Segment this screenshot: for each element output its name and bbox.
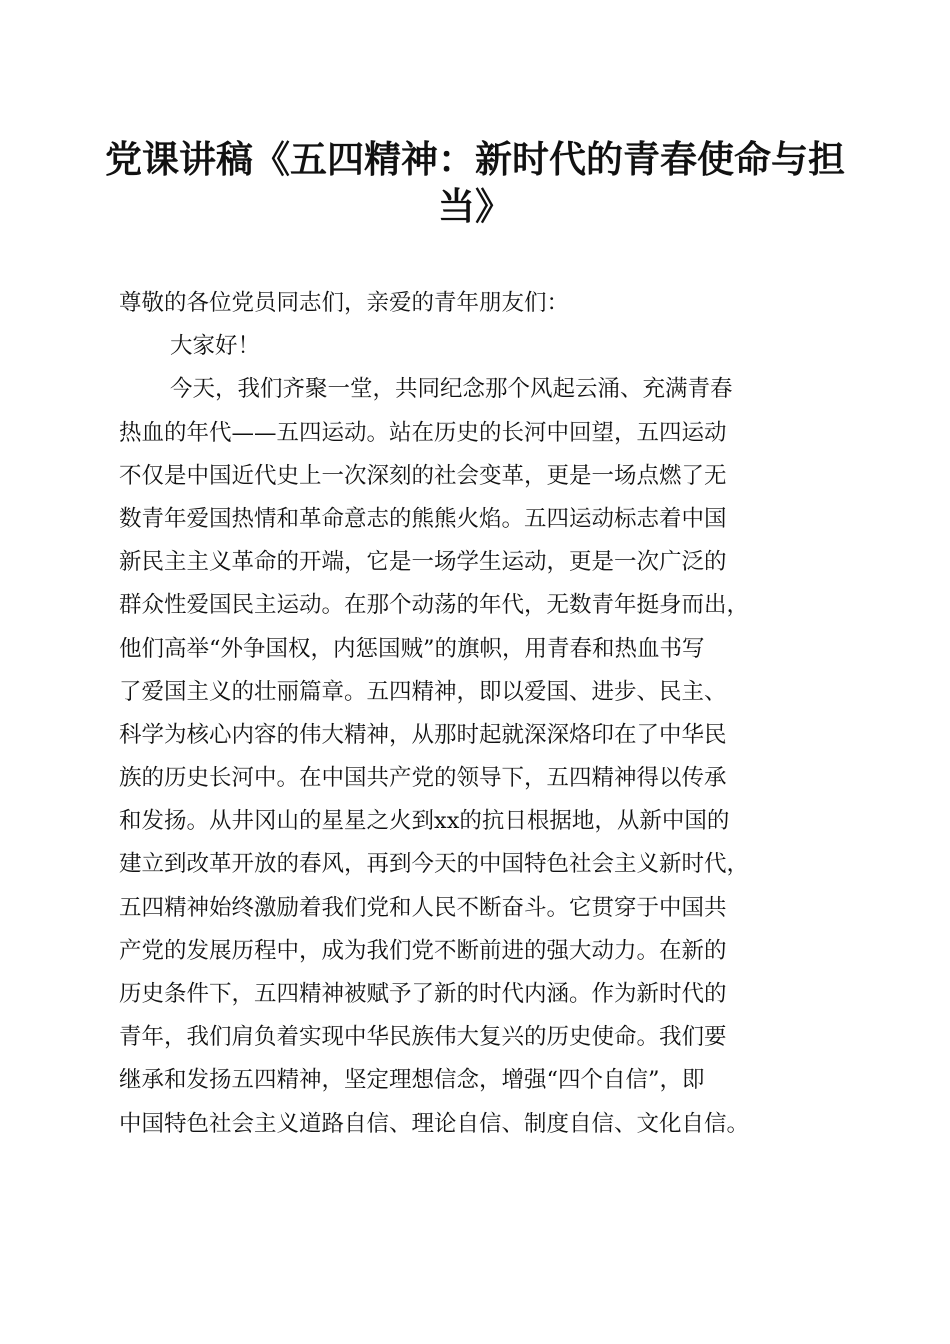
paragraph-line: 数青年爱国热情和革命意志的熊熊火焰。五四运动标志着中国 [119, 505, 727, 532]
paragraph-line: 了爱国主义的壮丽篇章。五四精神，即以爱国、进步、民主、 [119, 678, 727, 705]
paragraph-line: 继承和发扬五四精神，坚定理想信念，增强“四个自信”，即 [119, 1067, 705, 1094]
paragraph-line: 历史条件下，五四精神被赋予了新的时代内涵。作为新时代的 [119, 981, 727, 1007]
paragraph-line: 和发扬。从井冈山的星星之火到xx的抗日根据地，从新中国的 [119, 808, 730, 835]
paragraph-line: 产党的发展历程中，成为我们党不断前进的强大动力。在新的 [119, 937, 727, 964]
paragraph-line: 族的历史长河中。在中国共产党的领导下，五四精神得以传承 [119, 765, 727, 792]
paragraph-line: 他们高举“外争国权，内惩国贼”的旗帜，用青春和热血书写 [119, 635, 705, 662]
paragraph-line: 热血的年代——五四运动。站在历史的长河中回望，五四运动 [119, 419, 727, 446]
paragraph-line: 中国特色社会主义道路自信、理论自信、制度自信、文化自信。 [119, 1110, 750, 1137]
title-line-2: 当》 [438, 184, 512, 228]
paragraph-line: 青年，我们肩负着实现中华民族伟大复兴的历史使命。我们要 [119, 1024, 727, 1051]
title-line-1: 党课讲稿《五四精神：新时代的青春使命与担 [105, 137, 845, 181]
paragraph-line: 建立到改革开放的春风，再到今天的中国特色社会主义新时代， [119, 851, 750, 878]
greeting: 大家好！ [170, 333, 261, 360]
paragraph-line: 不仅是中国近代史上一次深刻的社会变革，更是一场点燃了无 [119, 462, 727, 489]
paragraph-line: 新民主主义革命的开端，它是一场学生运动，更是一次广泛的 [119, 549, 727, 576]
paragraph-line: 今天，我们齐聚一堂，共同纪念那个风起云涌、充满青春 [170, 376, 733, 403]
paragraph-line: 科学为核心内容的伟大精神，从那时起就深深烙印在了中华民 [119, 721, 727, 748]
paragraph-line: 五四精神始终激励着我们党和人民不断奋斗。它贯穿于中国共 [119, 894, 727, 921]
paragraph [119, 368, 859, 1145]
document-title [100, 136, 850, 230]
paragraph-line: 群众性爱国民主运动。在那个动荡的年代，无数青年挺身而出， [119, 592, 750, 619]
salutation: 尊敬的各位党员同志们，亲爱的青年朋友们： [119, 290, 570, 316]
document-body [119, 282, 859, 1146]
